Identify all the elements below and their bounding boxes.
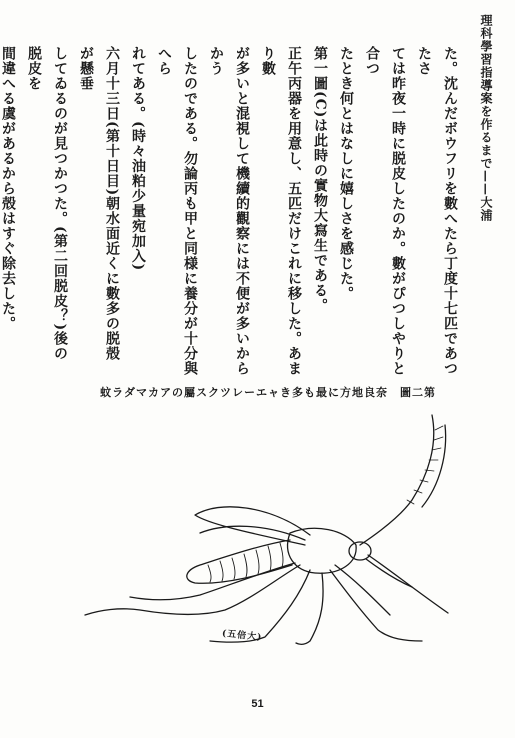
body-line: 間違へる虞があるから殻はすぐ除去した。 [0, 46, 16, 331]
page-number: 51 [251, 698, 264, 710]
mosquito-illustration [60, 405, 480, 645]
body-line: 六月十三日(第十日目)朝水面近くに數多の脱殻が懸垂 [78, 46, 120, 362]
body-line: ては昨夜一時に脱皮したのか。數がぴつしやりと合つ [364, 46, 406, 376]
body-text [0, 46, 463, 376]
body-line: が多いと混視して機續的觀察には不便が多いからかう [208, 46, 250, 376]
figure-caption: 第二圖 奈良地方に最も多きャエーレツクス屬のアカマダラ蚊 [100, 386, 436, 399]
body-line: た。沈んだボウフリを數へたら丁度十七匹であつたさ [416, 46, 458, 376]
body-line: たとき何とはなしに嬉しさを感じた。 [338, 46, 354, 301]
body-line: したのである。勿論丙も甲と同様に養分が十分與へら [156, 46, 198, 376]
body-line: れてある。(時々油粕少量宛加入) [130, 46, 146, 272]
body-line: 正午丙器を用意し、五匹だけこれに移した。あまり數 [260, 46, 302, 376]
body-line: 第一圖(C)は此時の實物大寫生である。 [312, 46, 328, 314]
body-line: してゐるのが見つかつた。(第二回脱皮？)後の脱皮を [26, 46, 68, 362]
scale-label: (五倍大) [221, 628, 263, 644]
running-header: 理科學習指導案を作るまで——大浦 [479, 14, 493, 222]
